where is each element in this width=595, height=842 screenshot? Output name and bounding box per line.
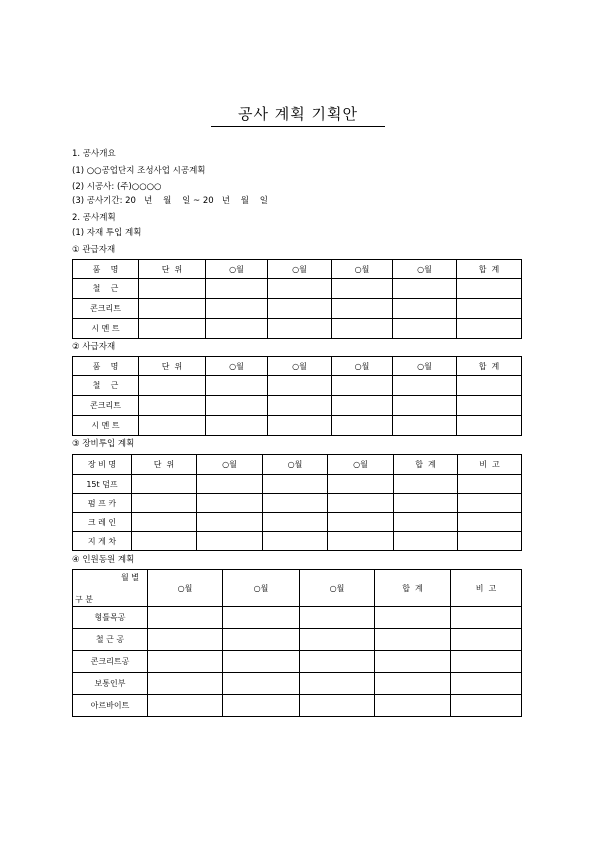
input-cell[interactable] [139,299,206,319]
input-cell[interactable] [332,299,393,319]
input-cell[interactable] [197,513,263,532]
section-personnel-plan: ④ 인원동원 계획 [72,555,135,565]
input-cell[interactable] [328,475,394,494]
input-cell[interactable] [132,532,197,551]
plan-heading: 2. 공사계획 [72,213,116,223]
input-cell[interactable] [458,532,522,551]
header-cell: ○월 [206,357,268,376]
input-cell[interactable] [328,494,394,513]
input-cell[interactable] [300,695,375,717]
contractor-line: (2) 시공사: (주)○○○○ [72,182,162,192]
input-cell[interactable] [393,279,457,299]
row-label: 콘크리트 [73,396,139,416]
input-cell[interactable] [197,475,263,494]
input-cell[interactable] [394,494,458,513]
input-cell[interactable] [332,416,393,436]
title-underline [211,126,385,127]
header-cell: ○월 [263,455,328,475]
input-cell[interactable] [148,607,223,629]
input-cell[interactable] [451,651,522,673]
input-cell[interactable] [328,532,394,551]
row-label: 15t 덤프 [73,475,132,494]
header-cell: ○월 [332,260,393,279]
input-cell[interactable] [268,319,332,339]
input-cell[interactable] [457,416,522,436]
input-cell[interactable] [132,494,197,513]
input-cell[interactable] [139,279,206,299]
material-plan-heading: (1) 자재 투입 계획 [72,228,142,238]
input-cell[interactable] [457,396,522,416]
input-cell[interactable] [197,532,263,551]
overview-heading: 1. 공사개요 [72,149,116,159]
project-name-line: (1) ○○공업단지 조성사업 시공계획 [72,166,206,176]
input-cell[interactable] [263,513,328,532]
header-corner-cell [73,570,148,607]
header-cell: 단 위 [139,260,206,279]
input-cell[interactable] [148,673,223,695]
row-label: 철 근 [73,279,139,299]
row-label: 형틀목공 [73,607,148,629]
row-label: 보통인부 [73,673,148,695]
header-cell: ○월 [300,570,375,607]
input-cell[interactable] [206,319,268,339]
input-cell[interactable] [206,376,268,396]
input-cell[interactable] [223,695,300,717]
header-cell: ○월 [393,357,457,376]
input-cell[interactable] [223,607,300,629]
section-private-materials: ② 사급자재 [72,342,116,352]
row-label: 펌 프 카 [73,494,132,513]
document-title: 공사 계획 기획안 [238,105,358,123]
input-cell[interactable] [132,475,197,494]
header-cell: 합 계 [457,357,522,376]
input-cell[interactable] [457,376,522,396]
input-cell[interactable] [375,607,451,629]
input-cell[interactable] [457,319,522,339]
header-cell: 품 명 [73,260,139,279]
input-cell[interactable] [268,279,332,299]
input-cell[interactable] [458,475,522,494]
header-cell: 단 위 [132,455,197,475]
input-cell[interactable] [300,607,375,629]
input-cell[interactable] [197,494,263,513]
input-cell[interactable] [393,376,457,396]
personnel-plan-table [72,569,522,717]
row-label: 철 근 공 [73,629,148,651]
row-label: 아르바이트 [73,695,148,717]
input-cell[interactable] [332,279,393,299]
header-cell: ○월 [148,570,223,607]
header-cell: 품 명 [73,357,139,376]
row-label: 크 레 인 [73,513,132,532]
header-cell: ○월 [197,455,263,475]
input-cell[interactable] [148,629,223,651]
header-cell: 단 위 [139,357,206,376]
input-cell[interactable] [375,651,451,673]
header-cell: ○월 [268,260,332,279]
input-cell[interactable] [393,416,457,436]
input-cell[interactable] [300,673,375,695]
header-cell: ○월 [223,570,300,607]
header-cell: 합 계 [375,570,451,607]
input-cell[interactable] [394,475,458,494]
input-cell[interactable] [206,396,268,416]
input-cell[interactable] [263,494,328,513]
input-cell[interactable] [268,299,332,319]
input-cell[interactable] [139,416,206,436]
input-cell[interactable] [263,475,328,494]
input-cell[interactable] [139,396,206,416]
section-government-materials: ① 관급자재 [72,245,116,255]
input-cell[interactable] [206,279,268,299]
row-label: 시 멘 트 [73,416,139,436]
input-cell[interactable] [268,376,332,396]
header-cell: 비 고 [458,455,522,475]
input-cell[interactable] [457,299,522,319]
header-cell: ○월 [393,260,457,279]
input-cell[interactable] [332,376,393,396]
input-cell[interactable] [451,629,522,651]
header-cell: 비 고 [451,570,522,607]
row-label: 철 근 [73,376,139,396]
government-materials-table [72,259,522,339]
input-cell[interactable] [332,396,393,416]
input-cell[interactable] [332,319,393,339]
private-materials-table [72,356,522,436]
input-cell[interactable] [393,396,457,416]
section-equipment-plan: ③ 장비투입 계획 [72,439,135,449]
input-cell[interactable] [458,494,522,513]
input-cell[interactable] [451,695,522,717]
input-cell[interactable] [148,695,223,717]
header-cell: 합 계 [457,260,522,279]
input-cell[interactable] [394,513,458,532]
equipment-plan-table [72,454,522,551]
row-label: 시 멘 트 [73,319,139,339]
input-cell[interactable] [458,513,522,532]
input-cell[interactable] [375,629,451,651]
input-cell[interactable] [451,673,522,695]
header-cell: ○월 [206,260,268,279]
input-cell[interactable] [139,319,206,339]
row-label: 콘크리트공 [73,651,148,673]
row-label: 콘크리트 [73,299,139,319]
input-cell[interactable] [268,416,332,436]
input-cell[interactable] [300,651,375,673]
input-cell[interactable] [206,299,268,319]
input-cell[interactable] [223,673,300,695]
input-cell[interactable] [393,299,457,319]
input-cell[interactable] [132,513,197,532]
input-cell[interactable] [223,629,300,651]
corner-label-category: 구 분 [75,595,93,604]
header-cell: ○월 [328,455,394,475]
input-cell[interactable] [206,416,268,436]
input-cell[interactable] [148,651,223,673]
period-line: (3) 공사기간: 20 년 월 일 ~ 20 년 월 일 [72,196,269,206]
corner-label-month: 월 별 [121,573,139,582]
header-cell: ○월 [332,357,393,376]
header-cell: 합 계 [394,455,458,475]
input-cell[interactable] [375,673,451,695]
input-cell[interactable] [223,651,300,673]
row-label: 지 게 차 [73,532,132,551]
input-cell[interactable] [451,607,522,629]
input-cell[interactable] [263,532,328,551]
input-cell[interactable] [394,532,458,551]
input-cell[interactable] [457,279,522,299]
input-cell[interactable] [268,396,332,416]
header-cell: 장 비 명 [73,455,132,475]
input-cell[interactable] [328,513,394,532]
input-cell[interactable] [393,319,457,339]
input-cell[interactable] [300,629,375,651]
input-cell[interactable] [139,376,206,396]
input-cell[interactable] [375,695,451,717]
header-cell: ○월 [268,357,332,376]
